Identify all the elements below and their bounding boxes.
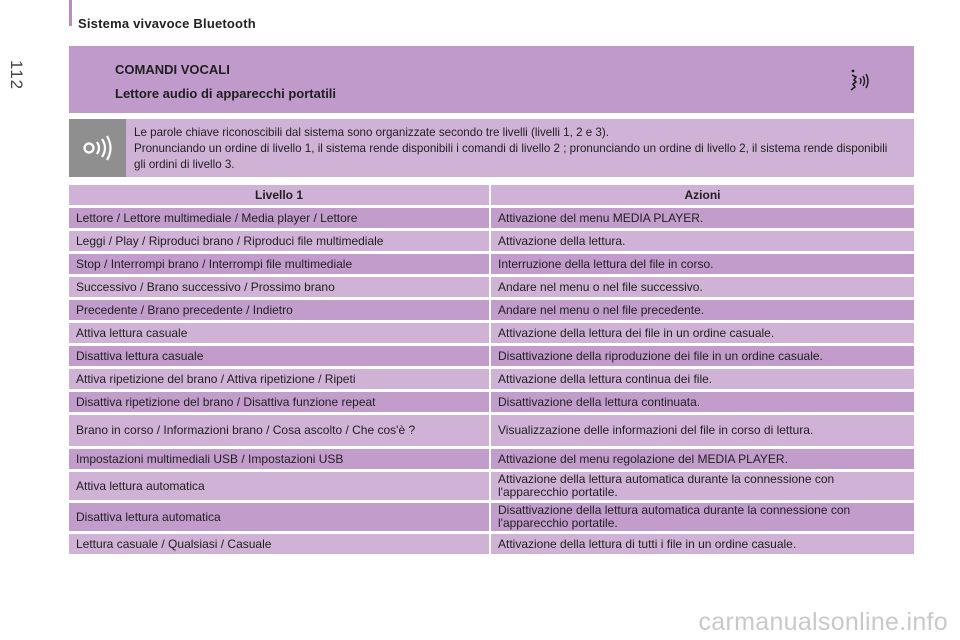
info-icon-box bbox=[69, 119, 126, 177]
table-row bbox=[69, 231, 914, 251]
info-text bbox=[134, 125, 894, 173]
command-cell: Stop / Interrompi brano / Interrompi file multimediale bbox=[69, 254, 491, 274]
speaker-sound-icon bbox=[82, 135, 114, 161]
table-row bbox=[69, 415, 914, 446]
command-cell: Successivo / Brano successivo / Prossimo brano bbox=[69, 277, 491, 297]
action-cell: Disattivazione della lettura automatica durante la connessione con l'apparecchio portatile. bbox=[491, 503, 914, 531]
info-line-1: Le parole chiave riconoscibili dal sistema sono organizzate secondo tre livelli (livelli 1, 2 e 3). bbox=[134, 126, 609, 139]
section-accent-bar bbox=[69, 0, 72, 26]
table-row bbox=[69, 346, 914, 366]
table-row bbox=[69, 392, 914, 412]
voice-command-icon bbox=[844, 66, 874, 96]
table-row bbox=[69, 277, 914, 297]
page-number: 112 bbox=[7, 60, 26, 91]
command-cell: Disattiva lettura automatica bbox=[69, 503, 491, 531]
command-cell: Disattiva lettura casuale bbox=[69, 346, 491, 366]
header-box bbox=[69, 46, 914, 113]
command-cell: Brano in corso / Informazioni brano / Cosa ascolto / Che cos'è ? bbox=[69, 415, 491, 446]
header-azioni: Azioni bbox=[491, 185, 914, 205]
header-title: COMANDI VOCALI bbox=[115, 62, 230, 77]
info-line-2: Pronunciando un ordine di livello 1, il sistema rende disponibili i comandi di livello 2 ; pronunciando un ordine di livello 2, il sistema rende disponibili gli ordini di livello 3. bbox=[134, 142, 888, 171]
section-title: Sistema vivavoce Bluetooth bbox=[78, 16, 256, 31]
command-cell: Lettura casuale / Qualsiasi / Casuale bbox=[69, 534, 491, 554]
command-cell: Disattiva ripetizione del brano / Disattiva funzione repeat bbox=[69, 392, 491, 412]
action-cell: Andare nel menu o nel file successivo. bbox=[491, 277, 914, 297]
header-subtitle: Lettore audio di apparecchi portatili bbox=[115, 86, 337, 101]
action-cell: Andare nel menu o nel file precedente. bbox=[491, 300, 914, 320]
command-cell: Lettore / Lettore multimediale / Media player / Lettore bbox=[69, 208, 491, 228]
table-row bbox=[69, 323, 914, 343]
table-row bbox=[69, 503, 914, 531]
table-row bbox=[69, 208, 914, 228]
command-cell: Attiva lettura casuale bbox=[69, 323, 491, 343]
table-row bbox=[69, 300, 914, 320]
action-cell: Attivazione della lettura continua dei file. bbox=[491, 369, 914, 389]
action-cell: Attivazione della lettura. bbox=[491, 231, 914, 251]
command-cell: Attiva ripetizione del brano / Attiva ripetizione / Ripeti bbox=[69, 369, 491, 389]
action-cell: Disattivazione della lettura continuata. bbox=[491, 392, 914, 412]
table-header-row bbox=[69, 185, 914, 205]
action-cell: Disattivazione della riproduzione dei file in un ordine casuale. bbox=[491, 346, 914, 366]
table-row bbox=[69, 369, 914, 389]
action-cell: Attivazione del menu MEDIA PLAYER. bbox=[491, 208, 914, 228]
header-livello-1: Livello 1 bbox=[69, 185, 491, 205]
command-cell: Impostazioni multimediali USB / Impostazioni USB bbox=[69, 449, 491, 469]
voice-commands-table bbox=[69, 182, 914, 557]
command-cell: Leggi / Play / Riproduci brano / Riproduci file multimediale bbox=[69, 231, 491, 251]
action-cell: Interruzione della lettura del file in corso. bbox=[491, 254, 914, 274]
action-cell: Attivazione della lettura automatica durante la connessione con l'apparecchio portatile. bbox=[491, 472, 914, 500]
watermark: carmanualsonline.info bbox=[698, 608, 948, 636]
command-cell: Precedente / Brano precedente / Indietro bbox=[69, 300, 491, 320]
action-cell: Attivazione del menu regolazione del MEDIA PLAYER. bbox=[491, 449, 914, 469]
table-row bbox=[69, 534, 914, 554]
table-row bbox=[69, 472, 914, 500]
info-box bbox=[69, 119, 914, 177]
action-cell: Attivazione della lettura di tutti i file in un ordine casuale. bbox=[491, 534, 914, 554]
table-row bbox=[69, 254, 914, 274]
command-cell: Attiva lettura automatica bbox=[69, 472, 491, 500]
action-cell: Visualizzazione delle informazioni del file in corso di lettura. bbox=[491, 415, 914, 446]
action-cell: Attivazione della lettura dei file in un ordine casuale. bbox=[491, 323, 914, 343]
table-row bbox=[69, 449, 914, 469]
